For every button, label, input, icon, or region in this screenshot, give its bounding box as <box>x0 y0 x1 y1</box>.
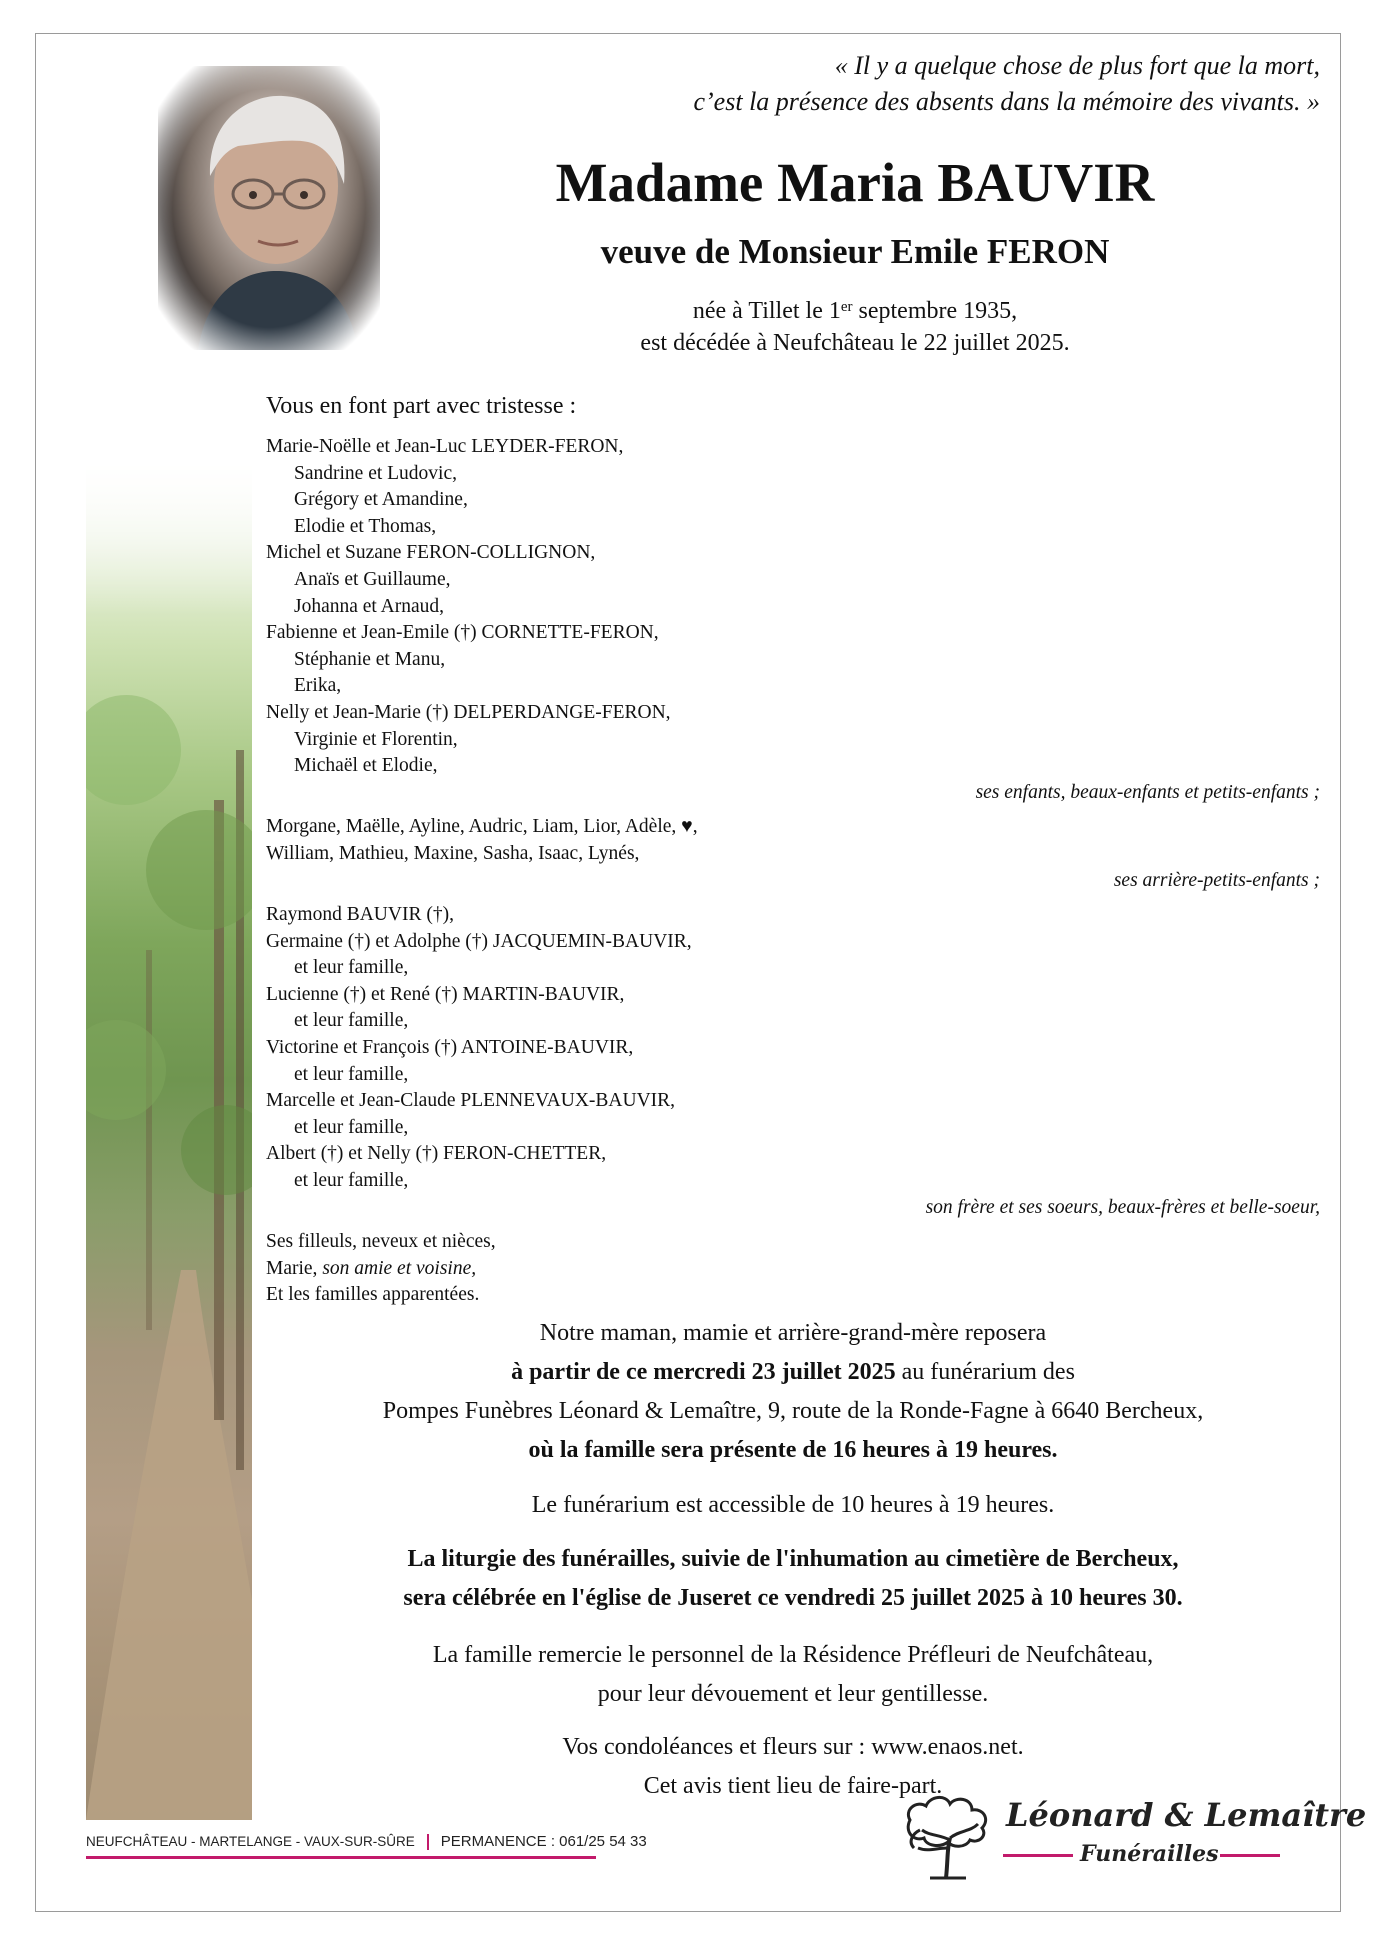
deceased-name: Madame Maria BAUVIR <box>555 152 1155 213</box>
brand-accent-line-left <box>1003 1854 1073 1857</box>
visitation-info <box>266 1314 1320 1470</box>
footer-separator <box>427 1834 429 1850</box>
sibling-family-line: Lucienne (†) et René (†) MARTIN-BAUVIR, <box>266 983 625 1005</box>
children-list <box>266 434 1320 780</box>
visitation-line-2 <box>266 1353 1320 1392</box>
forest-path-image <box>86 450 252 1820</box>
others-line-2 <box>266 1256 1320 1283</box>
child-family-line: Michaël et Elodie, <box>294 755 438 777</box>
great-grandchildren-list <box>266 814 1320 867</box>
child-family-line: Michel et Suzane FERON-COLLIGNON, <box>266 542 596 564</box>
footer-permanence: PERMANENCE : 061/25 54 33 <box>440 1833 647 1850</box>
child-family-line: Grégory et Amandine, <box>294 489 468 511</box>
siblings-list <box>266 902 1320 1195</box>
condolences-line-2: Cet avis tient lieu de faire-part. <box>643 1773 943 1799</box>
footer-accent-line <box>86 1856 596 1859</box>
thanks-info <box>266 1636 1320 1714</box>
child-family-line: Fabienne et Jean-Emile (†) CORNETTE-FERON, <box>266 622 659 644</box>
death-line: est décédée à Neufchâteau le 22 juillet 2025. <box>640 330 1070 356</box>
birth-ordinal: er <box>840 299 853 315</box>
condolences-info <box>266 1728 1320 1806</box>
family-list <box>266 434 1320 1309</box>
footer-locations: NEUFCHÂTEAU - MARTELANGE - VAUX-SUR-SÛRE <box>86 1834 415 1849</box>
condolences-line-1: Vos condoléances et fleurs sur : www.enaos.net. <box>562 1734 1024 1760</box>
footer-contact <box>86 1833 647 1850</box>
child-family-line: Elodie et Thomas, <box>294 515 437 537</box>
visitation-line-1: Notre maman, mamie et arrière-grand-mère reposera <box>539 1320 1047 1346</box>
forest-illustration <box>86 450 252 1820</box>
announcement-intro: Vous en font part avec tristesse : <box>266 393 577 419</box>
birth-suffix: septembre 1935, <box>852 298 1018 324</box>
birth-line <box>520 295 1190 327</box>
brand-accent-line-right <box>1220 1854 1280 1857</box>
sibling-family-line: Albert (†) et Nelly (†) FERON-CHETTER, <box>266 1143 607 1165</box>
friend-name: Marie, <box>266 1257 323 1279</box>
thanks-line-1: La famille remercie le personnel de la Résidence Préfleuri de Neufchâteau, <box>432 1642 1154 1668</box>
great-grandchildren-line: William, Mathieu, Maxine, Sasha, Isaac, Lynés, <box>266 842 640 864</box>
sibling-family-line: Victorine et François (†) ANTOINE-BAUVIR, <box>266 1037 634 1059</box>
others-line-1: Ses filleuls, neveux et nièces, <box>266 1231 496 1253</box>
funeral-info <box>266 1540 1320 1618</box>
siblings-relation: son frère et ses soeurs, beaux-frères et belle-soeur, <box>925 1196 1320 1218</box>
portrait-illustration <box>158 66 380 350</box>
visitation-line-4: où la famille sera présente de 16 heures à 19 heures. <box>528 1437 1058 1463</box>
quote-line-1: « Il y a quelque chose de plus fort que la mort, <box>834 51 1320 80</box>
birth-prefix: née à Tillet le 1 <box>692 298 841 324</box>
sibling-family-line: Raymond BAUVIR (†), <box>266 904 454 926</box>
funeral-line-1: La liturgie des funérailles, suivie de l'inhumation au cimetière de Bercheux, <box>407 1546 1179 1572</box>
child-family-line: Sandrine et Ludovic, <box>294 462 457 484</box>
children-relation: ses enfants, beaux-enfants et petits-enfants ; <box>975 781 1320 803</box>
brand-subtitle: Funérailles <box>1080 1841 1219 1867</box>
sibling-family-line: et leur famille, <box>294 1116 409 1138</box>
quote-line-2: c’est la présence des absents dans la mémoire des vivants. » <box>693 87 1320 116</box>
sibling-family-line: et leur famille, <box>294 957 409 979</box>
funerarium-hours <box>266 1486 1320 1525</box>
child-family-line: Virginie et Florentin, <box>294 728 458 750</box>
visitation-place-intro: au funérarium des <box>895 1359 1075 1385</box>
others-line-3: Et les familles apparentées. <box>266 1284 480 1306</box>
widow-of: veuve de Monsieur Emile FERON <box>600 232 1110 271</box>
visitation-line-3: Pompes Funèbres Léonard & Lemaître, 9, route de la Ronde-Fagne à 6640 Bercheux, <box>382 1398 1204 1424</box>
child-family-line: Nelly et Jean-Marie (†) DELPERDANGE-FERON, <box>266 701 671 723</box>
sibling-family-line: Germaine (†) et Adolphe (†) JACQUEMIN-BAUVIR, <box>266 930 692 952</box>
portrait-photo <box>158 66 380 350</box>
brand-name: Léonard & Lemaître <box>1006 1796 1367 1834</box>
birth-death-dates <box>520 295 1190 359</box>
sibling-family-line: et leur famille, <box>294 1063 409 1085</box>
tree-logo-icon <box>890 1790 1010 1880</box>
great-grandchildren-relation: ses arrière-petits-enfants ; <box>1113 869 1320 891</box>
child-family-line: Stéphanie et Manu, <box>294 648 446 670</box>
great-grandchildren-line: Morgane, Maëlle, Ayline, Audric, Liam, Lior, Adèle, ♥, <box>266 816 698 838</box>
child-family-line: Johanna et Arnaud, <box>294 595 445 617</box>
friend-relation: son amie et voisine, <box>322 1257 477 1279</box>
sibling-family-line: et leur famille, <box>294 1170 409 1192</box>
funerarium-hours-text: Le funérarium est accessible de 10 heures à 19 heures. <box>531 1492 1055 1518</box>
child-family-line: Anaïs et Guillaume, <box>294 568 451 590</box>
funeral-line-2: sera célébrée en l'église de Juseret ce vendredi 25 juillet 2025 à 10 heures 30. <box>403 1585 1183 1611</box>
sibling-family-line: Marcelle et Jean-Claude PLENNEVAUX-BAUVIR, <box>266 1090 676 1112</box>
sibling-family-line: et leur famille, <box>294 1010 409 1032</box>
epigraph-quote <box>420 48 1320 120</box>
child-family-line: Marie-Noëlle et Jean-Luc LEYDER-FERON, <box>266 436 624 457</box>
child-family-line: Erika, <box>294 675 342 697</box>
visitation-date: à partir de ce mercredi 23 juillet 2025 <box>511 1359 896 1385</box>
thanks-line-2: pour leur dévouement et leur gentillesse. <box>597 1681 989 1707</box>
